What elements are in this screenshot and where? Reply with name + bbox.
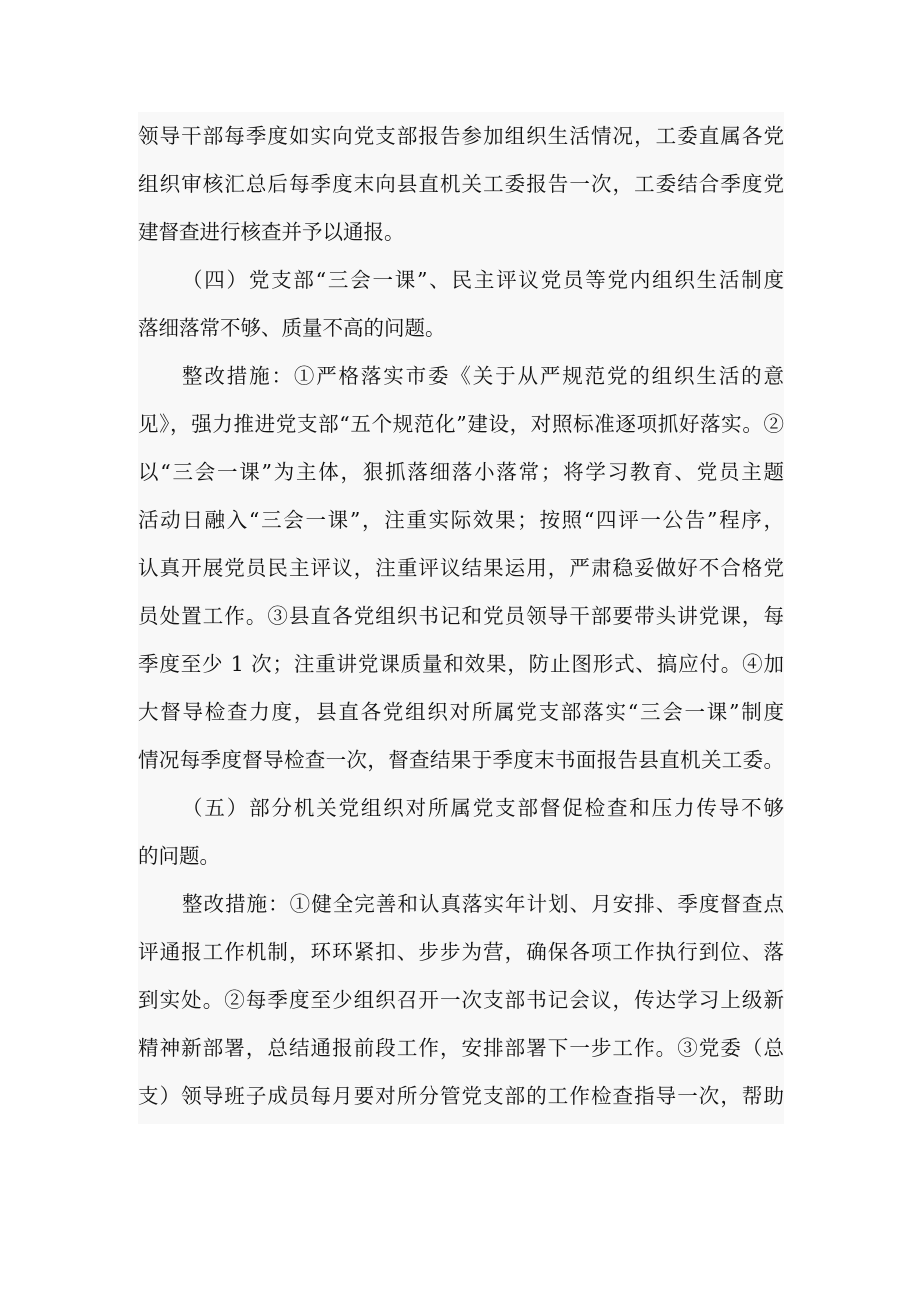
text-line: 评通报工作机制，环环紧扣、步步为营，确保各项工作执行到位、落 (138, 940, 784, 964)
section-heading: （五）部分机关党组织对所属党支部督促检查和压力传导不够 (182, 796, 784, 820)
text-line: 情况每季度督导检查一次，督查结果于季度末书面报告县直机关工委。 (138, 748, 784, 772)
text-line: 整改措施：①严格落实市委《关于从严规范党的组织生活的意 (182, 364, 784, 388)
text-line: 季度至少 1 次；注重讲党课质量和效果，防止图形式、搞应付。④加 (138, 652, 784, 676)
text-line: 活动日融入“三会一课”，注重实际效果；按照“四评一公告”程序， (138, 508, 784, 532)
text-line: 建督查进行核查并予以通报。 (138, 220, 405, 244)
section-heading: （四）党支部“三会一课”、民主评议党员等党内组织生活制度 (182, 268, 784, 292)
text-line: 见》，强力推进党支部“五个规范化”建设，对照标准逐项抓好落实。② (138, 412, 784, 436)
section-heading: 的问题。 (138, 844, 220, 868)
text-line: 认真开展党员民主评议，注重评议结果运用，严肃稳妥做好不合格党 (138, 556, 784, 580)
text-line: 到实处。②每季度至少组织召开一次支部书记会议，传达学习上级新 (138, 988, 784, 1012)
text-line: 支）领导班子成员每月要对所分管党支部的工作检查指导一次，帮助 (138, 1084, 784, 1108)
text-line: 领导干部每季度如实向党支部报告参加组织生活情况，工委直属各党 (138, 124, 784, 148)
text-line: 整改措施：①健全完善和认真落实年计划、月安排、季度督查点 (182, 892, 784, 916)
text-line: 以“三会一课”为主体，狠抓落细落小落常；将学习教育、党员主题 (138, 460, 784, 484)
text-line: 精神新部署，总结通报前段工作，安排部署下一步工作。③党委（总 (138, 1036, 784, 1060)
text-line: 大督导检查力度，县直各党组织对所属党支部落实“三会一课”制度 (138, 700, 784, 724)
text-line: 员处置工作。③县直各党组织书记和党员领导干部要带头讲党课，每 (138, 604, 784, 628)
section-heading: 落细落常不够、质量不高的问题。 (138, 316, 446, 340)
text-line: 组织审核汇总后每季度末向县直机关工委报告一次，工委结合季度党 (138, 172, 784, 196)
